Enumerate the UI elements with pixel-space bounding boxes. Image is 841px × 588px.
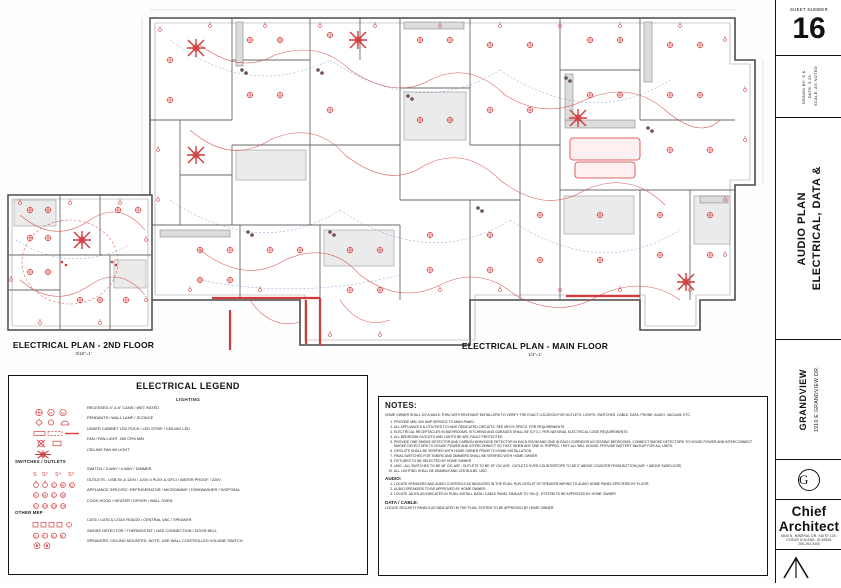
svg-text:S⁴: S⁴: [55, 472, 61, 478]
legend-section-switches-title: SWITCHES / OUTLETS: [15, 458, 66, 464]
svg-text:M: M: [43, 493, 47, 498]
legend-item-label: SPEAKERS: CEILING MOUNTED, NOTE: USE WALL CONTROLLED VOLUME SWITCH: [87, 538, 243, 544]
svg-text:H: H: [34, 504, 37, 509]
project-city: GRANDVIEW: [798, 368, 808, 431]
audio-note-item: 1. LOCATE SPEAKERS AND AUDIO CONTROLS AS INDICATED IN THE PLAN, RUN CIRCUIT OF SPEAKER WIRING TO AUDIO HOME PANEL SPECIFIED BY FLOOR.: [394, 482, 761, 486]
legend-section-other-title: OTHER MEP: [15, 509, 43, 515]
designer-name-group: [776, 504, 841, 546]
notes-heading: NOTES:: [385, 401, 418, 410]
legend-item: [31, 435, 367, 444]
second-floor-scale: 3/16"=1': [75, 351, 92, 356]
svg-text:W: W: [61, 483, 65, 488]
note-item: 1. PROVIDE MIN. 400 AMP SERVICE TO MAIN PANEL: [394, 420, 761, 424]
note-item: 2. ALL APPLIANCES & UTILITIES TO HAVE DEDICATED CIRCUITS. SEE MFG'S SPECS. FOR REQUIREMENTS: [394, 425, 761, 429]
sheet-date: DATE: 3.29: [806, 74, 812, 99]
note-item: 4. ALL BEDROOM OUTLETS AND LIGHTS BE ARC FAULT PROTECTED: [394, 435, 761, 439]
sheet-number-value: 16: [792, 12, 826, 45]
svg-text:W: W: [61, 409, 65, 415]
legend-item-label: COOK HOOD / HEATER / DRYER / WALL OVEN: [87, 497, 173, 503]
audio-heading: AUDIO:: [385, 476, 402, 482]
svg-text:G: G: [52, 483, 55, 488]
notes-intro: HOME OWNER SHALL DO A WALK-THRU WITH RELEVANT INSTALLERS TO VERIFY THE EXACT LOCATION FOR OUTLETS, LIGHTS, SWITCHES, CABLE, DATA, PHONE, AUDIO, VACUUM, ETC.: [385, 413, 691, 417]
project-address: 1910 E GRANDVIEW DR.: [814, 366, 820, 433]
hood-oven-icon: [31, 497, 83, 509]
svg-text:B: B: [61, 533, 64, 538]
svg-text:22: 22: [69, 483, 74, 488]
legend-item-label: PENDANTS / WALL LAMP / SCONCE: [87, 415, 154, 421]
data-jack-icon: [31, 516, 83, 525]
note-item: 9. UNO - ALL SWITCHES TO BE 48" O/C ASF., OUTLETS TO BE 19" O/C ASF., OUTLETS OVER COUNTERTOPS TO BE 3" ABOVE COUNTER FROM BOTTOM (ASF + ABOVE SUBFLOOR): [394, 464, 761, 468]
legend-item-label: RECESSED 4" & 6" CANS / WET RATED: [87, 404, 160, 410]
svg-text:OV: OV: [61, 504, 67, 509]
under-cabinet-led-icon: [31, 425, 83, 434]
main-floor-plan: [142, 10, 763, 345]
designer-mark-cell: [776, 550, 841, 583]
title-block: [775, 0, 841, 583]
designer-phone: 208.292.3400: [798, 542, 820, 546]
svg-text:S⁰: S⁰: [68, 472, 74, 478]
legend-item: [31, 497, 367, 509]
svg-text:DP: DP: [61, 493, 66, 498]
plan-name-line2: AUDIO PLAN: [795, 191, 808, 266]
speaker-icon: [31, 537, 83, 546]
designer-badge-cell: [776, 460, 841, 500]
notes-list: [385, 420, 761, 474]
sheet-meta-cell: [776, 56, 841, 118]
designer-address-line1: 6500 N. MINERAL DR. SUITE 100, COEUR D'ALENE, ID 83815: [781, 534, 837, 542]
legend-item: [31, 446, 367, 455]
svg-text:D: D: [52, 493, 55, 498]
switch-icon: [31, 465, 83, 478]
legend-item: [31, 404, 367, 413]
outlet-icon: [31, 476, 83, 488]
svg-text:S: S: [33, 472, 37, 478]
second-floor-title: ELECTRICAL PLAN - 2ND FLOOR: [12, 340, 155, 350]
note-item: 7. FINAL SWITCHES FOR TIMERS AND DIMMERS SHALL BE VERIFIED WITH HOME OWNER: [394, 454, 761, 458]
pendant-sconce-icon: [31, 414, 83, 423]
legend-item-label: OUTLETS - USB 5V & 120V / 120V 4 PLEX & GFCI / WATER PROOF / 220V: [87, 476, 221, 482]
project-address-cell: [776, 340, 841, 460]
roof-mark-icon: [776, 550, 841, 583]
legend-item: [31, 465, 367, 478]
project-address-group: [776, 340, 841, 459]
legend-item-label: SWITCH / 3-WAY / 4-WAY / DIMMER: [87, 466, 152, 472]
legend-section-lighting-title: LIGHTING: [175, 397, 201, 402]
sheet-meta-group: [776, 56, 841, 117]
note-item: 3. ELECTRICAL RECEPTACLES IN BATHROOMS, KITCHENS AND GARAGES SHALL BE G.F.C.I. PER NATIONAL ELECTRICAL CODE REQUIREMENTS: [394, 430, 761, 434]
main-floor-scale: 1/4"=1': [528, 352, 542, 357]
main-floor-title: ELECTRICAL PLAN - MAIN FLOOR: [461, 341, 609, 351]
second-floor-caption: [6, 340, 161, 356]
sheet-number-label: SHEET NUMBER: [790, 7, 828, 12]
legend-item: [31, 425, 367, 434]
note-item: 8. FIXTURES TO BE SELECTED BY HOME OWNER: [394, 459, 761, 463]
legend-item-label: CEILING FAN W/ LIGHT: [87, 446, 130, 452]
svg-text:HT: HT: [43, 504, 48, 509]
notes-panel: [378, 396, 768, 576]
main-floor-caption: [455, 341, 615, 357]
plan-name-group: [776, 118, 841, 339]
svg-text:R: R: [49, 409, 53, 415]
plan-name-cell: [776, 118, 841, 340]
note-item: 5. PROVIDE ONE SMOKE DETECTOR AND CARBON MONOXIDE DETECTOR IN EACH ROOM AND ONE IN EACH CORRIDOR ACCESSING BEDROOMS. CONNECT SMOKE DETECTORS TO HOUSE POWER AND INTERCONNECT SMOKE DETECTORS TO HOUSE POWER AND INTERCONNECT SO THAT, WHEN ANY ONE IS TRIPPED, THEY ALL WILL SOUND. PROVIDE BATTERY BACKUP FOR ALL UNITS: [394, 440, 761, 449]
recessed-can-light-icon: [31, 404, 83, 413]
svg-text:DY: DY: [52, 504, 57, 509]
appliance-outlet-icon: [31, 486, 83, 498]
svg-text:G: G: [52, 533, 55, 538]
audio-notes-list: [385, 482, 761, 496]
audio-note-item: 2. AUDIO SPEAKERS TO BE APPROVED BY HOME OWNER.: [394, 487, 761, 491]
legend-item: [31, 476, 367, 488]
electrical-legend: [8, 375, 368, 575]
sheet-drawn-by: DRAWN BY: S.K.: [800, 68, 806, 105]
second-floor-plan: [8, 195, 152, 330]
sheet-number-cell: [776, 4, 841, 56]
audio-note-item: 3. LOCATE JACKS AS INDICATED IN PLAN, INSTALL DATA / CABLE PANEL SIMILAR TO 'ON-Q'. SYSTEM TO BE APPROVED BY HOME OWNER.: [394, 492, 761, 496]
ceiling-fan-icon: [31, 446, 83, 455]
legend-item: [31, 516, 367, 525]
chief-architect-logo-icon: [798, 469, 820, 491]
legend-item: [31, 486, 367, 498]
legend-item-label: APPLIANCE SPECIFIC: REFRIGERATOR / MICROWAVE / DISHWASHER / DISPOSAL: [87, 487, 240, 493]
svg-text:R: R: [34, 493, 37, 498]
legend-title: ELECTRICAL LEGEND: [136, 381, 240, 391]
legend-item-label: SMOKE DETECTOR / THERMOSTAT / GAS CONNECTION / DOOR BELL: [87, 527, 217, 533]
designer-name-cell: [776, 500, 841, 550]
smoke-detector-icon: [31, 527, 83, 536]
legend-item: [31, 414, 367, 423]
note-item: 10. ALL LIGHTING SHALL BE DIMABLE AND LED BULBS, UNO: [394, 469, 761, 473]
designer-name: Chief Architect: [778, 504, 840, 534]
svg-text:T: T: [43, 533, 46, 538]
legend-item: [31, 537, 367, 546]
svg-text:S: S: [34, 533, 37, 538]
fan-light-icon: [31, 435, 83, 444]
sheet-scale: SCALE: AS NOTED: [812, 66, 818, 107]
legend-item: [31, 527, 367, 536]
legend-item-label: FAN / FAN LIGHT, 200 CFM MIN: [87, 436, 144, 442]
plan-name-line1: ELECTRICAL, DATA &: [810, 166, 823, 291]
data-cable-heading: DATA / CABLE:: [385, 499, 419, 505]
legend-item-label: CAT6 / CAT5 & COAX RG6/20 / CENTRAL VAC / SPEAKER: [87, 517, 192, 523]
svg-text:S³: S³: [42, 472, 48, 478]
data-cable-note: LOCATE SECURITY PANELS AS INDICATED IN THE PLAN, SYSTEM TO BE APPROVED BY HOME OWNER.: [385, 505, 555, 510]
legend-item-label: UNDER CABINET LED PUCK / LED STRIP / CEILING LED: [87, 425, 190, 431]
note-item: 6. CIRCUITS SHALL BE VERIFIED WITH HOME OWNER PRIOR TO HOME INSTALLATION: [394, 449, 761, 453]
